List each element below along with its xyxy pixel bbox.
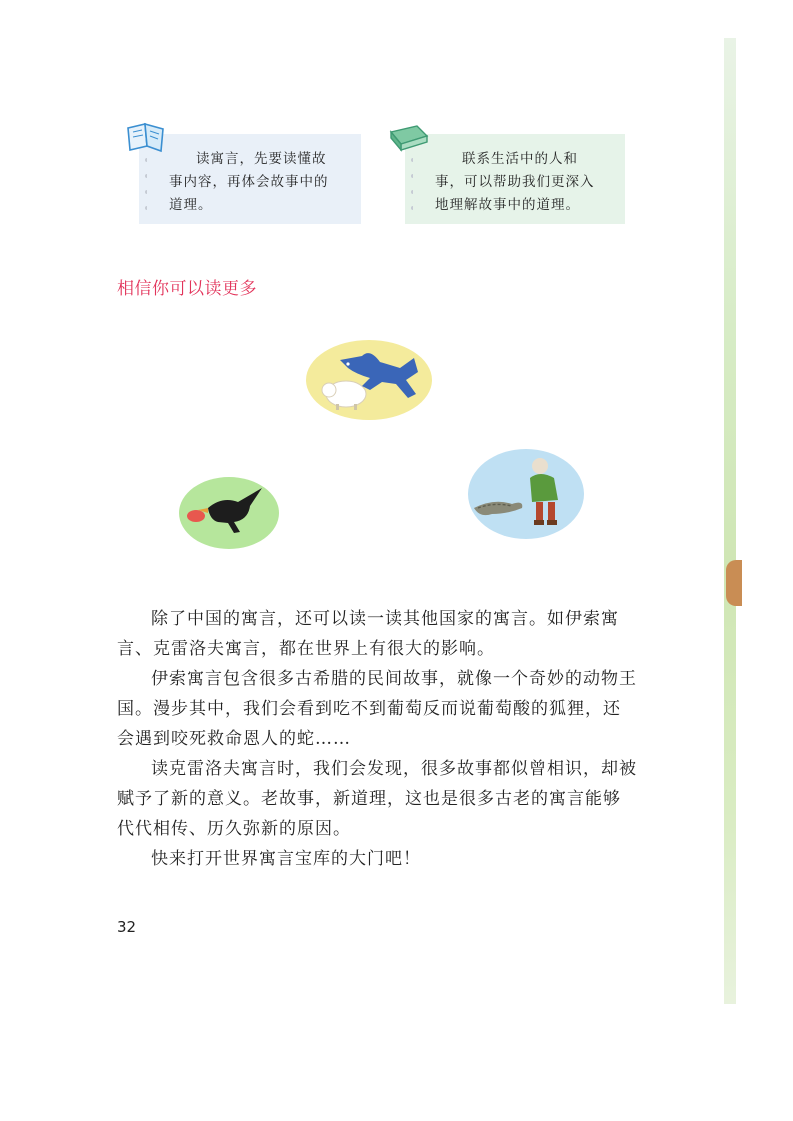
page-number: 32: [117, 918, 137, 936]
reading-tip-box-1: [139, 134, 361, 224]
tip-text: 读寓言，先要读懂故事内容，再体会故事中的道理。: [169, 151, 329, 213]
body-text: [117, 604, 637, 874]
crow-with-cheese-illustration: [178, 476, 280, 550]
farmer-and-snake-illustration: [468, 448, 586, 540]
paragraph: 伊索寓言包含很多古希腊的民间故事，就像一个奇妙的动物王国。漫步其中，我们会看到吃不到葡萄反而说葡萄酸的狐狸，还会遇到咬死救命恩人的蛇……: [117, 669, 637, 749]
book-icon: [125, 120, 167, 154]
notebook-icon: [387, 122, 431, 154]
wolf-and-lamb-illustration: [304, 338, 434, 422]
page-edge-tab: [726, 560, 742, 606]
paragraph: 快来打开世界寓言宝库的大门吧！: [151, 849, 421, 869]
tip-text: 联系生活中的人和事，可以帮助我们更深入地理解故事中的道理。: [435, 151, 595, 213]
paragraph: 除了中国的寓言，还可以读一读其他国家的寓言。如伊索寓言、克雷洛夫寓言，都在世界上有很大的影响。: [117, 609, 619, 659]
page-edge-decoration: [724, 38, 736, 1004]
section-title: 相信你可以读更多: [117, 279, 257, 299]
reading-tip-box-2: [405, 134, 625, 224]
paragraph: 读克雷洛夫寓言时，我们会发现，很多故事都似曾相识，却被赋予了新的意义。老故事，新道理，这也是很多古老的寓言能够代代相传、历久弥新的原因。: [117, 759, 637, 839]
